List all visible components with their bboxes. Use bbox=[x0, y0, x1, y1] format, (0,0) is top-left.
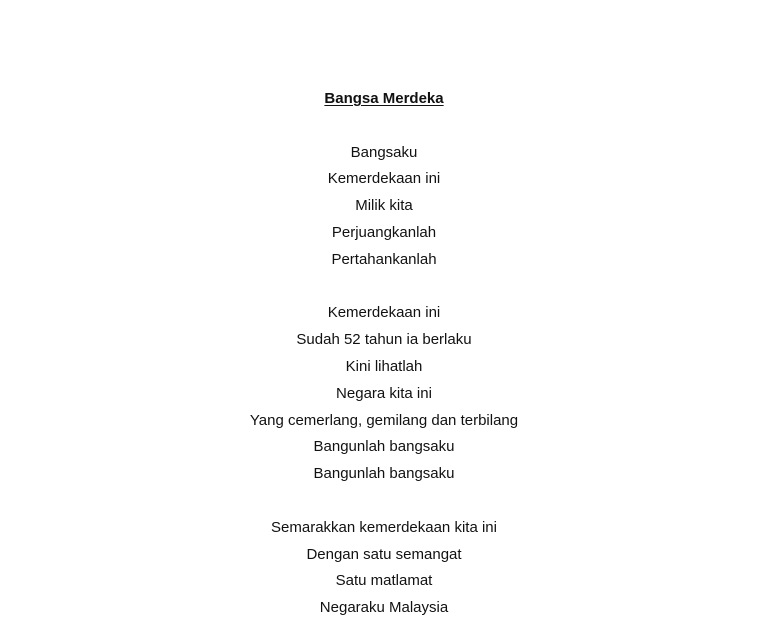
stanza-2 bbox=[0, 300, 768, 488]
poem-line: Negara kita ini bbox=[336, 384, 432, 402]
stanza-gap bbox=[0, 113, 768, 140]
poem-line: Kini lihatlah bbox=[345, 357, 423, 375]
poem-line: Yang cemerlang, gemilang dan terbilang bbox=[249, 411, 519, 429]
poem-line: Sudah 52 tahun ia berlaku bbox=[296, 331, 472, 349]
stanza-3 bbox=[0, 515, 768, 622]
stanza-gap bbox=[0, 488, 768, 515]
stanza-gap bbox=[0, 274, 768, 301]
poem-line: Bangunlah bangsaku bbox=[313, 465, 455, 483]
stanza-1 bbox=[0, 140, 768, 274]
poem-line: Dengan satu semangat bbox=[306, 545, 462, 563]
poem bbox=[0, 86, 768, 622]
poem-line: Kemerdekaan ini bbox=[327, 170, 441, 188]
poem-line: Satu matlamat bbox=[335, 572, 433, 590]
poem-line: Pertahankanlah bbox=[331, 250, 437, 268]
poem-title: Bangsa Merdeka bbox=[324, 90, 444, 107]
poem-line: Bangsaku bbox=[350, 143, 418, 161]
poem-line: Bangunlah bangsaku bbox=[313, 438, 455, 456]
poem-line: Kemerdekaan ini bbox=[327, 304, 441, 322]
poem-line: Semarakkan kemerdekaan kita ini bbox=[271, 518, 497, 536]
poem-line: Milik kita bbox=[355, 197, 413, 215]
poem-line: Negaraku Malaysia bbox=[319, 599, 449, 617]
poem-line: Perjuangkanlah bbox=[331, 223, 437, 241]
